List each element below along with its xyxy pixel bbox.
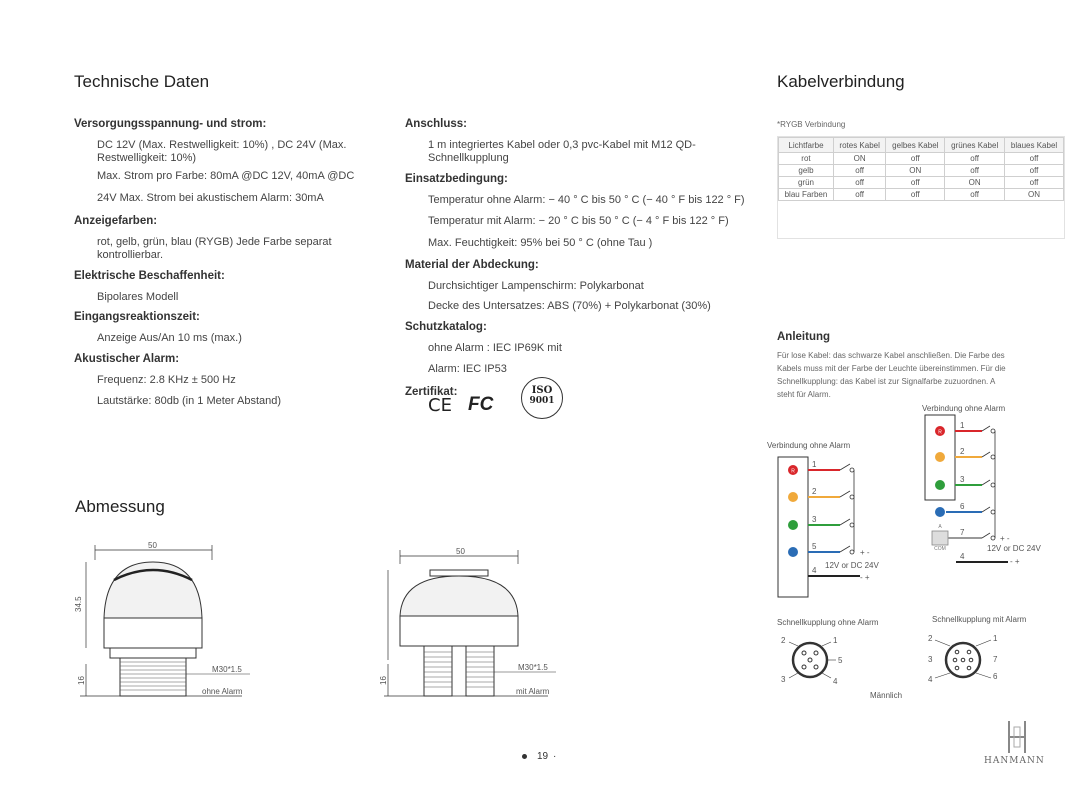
table-cell: off bbox=[833, 165, 885, 177]
pin-number: 2 bbox=[781, 636, 786, 645]
wire-number: 7 bbox=[960, 528, 965, 537]
wire-yellow-right bbox=[955, 447, 995, 459]
red-led-label: R bbox=[791, 468, 795, 475]
wire-blue-right bbox=[946, 502, 995, 514]
connector-5pin-icon bbox=[781, 636, 843, 686]
spec-text: Max. Strom pro Farbe: 80mA @DC 12V, 40mA @DC bbox=[97, 170, 355, 182]
anleitung-line: Schnellkupplung: das Kabel ist zur Signalfarbe zuzuordnen. A bbox=[777, 377, 996, 386]
section-title-abmessung: Abmessung bbox=[75, 497, 165, 516]
table-cell: off bbox=[945, 189, 1005, 201]
table-cell: rot bbox=[779, 153, 834, 165]
alarm-label: A bbox=[938, 524, 942, 530]
yellow-led-icon bbox=[788, 492, 798, 502]
hanmann-logo-icon bbox=[1002, 719, 1032, 755]
table-row bbox=[779, 189, 1064, 201]
wire-number: 4 bbox=[812, 566, 817, 575]
spec-text: Lautstärke: 80db (in 1 Meter Abstand) bbox=[97, 395, 282, 407]
wire-number: 3 bbox=[960, 475, 965, 484]
wire-number: 4 bbox=[960, 552, 965, 561]
table-header-cell: grünes Kabel bbox=[945, 138, 1005, 153]
table-cell: off bbox=[833, 177, 885, 189]
spec-heading-protection: Schutzkatalog: bbox=[405, 321, 487, 333]
blue-led-icon bbox=[788, 547, 798, 557]
dim-width-label: 50 bbox=[456, 547, 465, 556]
spec-text: Anzeige Aus/An 10 ms (max.) bbox=[97, 332, 242, 344]
connector-label-right: Schnellkupplung mit Alarm bbox=[932, 615, 1027, 624]
dimension-drawing-mit-alarm bbox=[378, 540, 568, 705]
table-header-row bbox=[779, 138, 1064, 153]
anleitung-line: Kabels muss mit der Farbe der Leuchte übereinstimmen. Für die bbox=[777, 364, 1006, 373]
table-row bbox=[779, 165, 1064, 177]
table-row bbox=[779, 177, 1064, 189]
page-number: 19 bbox=[537, 751, 549, 762]
spec-text: Schnellkupplung bbox=[428, 152, 509, 164]
polarity-label: - + bbox=[860, 573, 870, 582]
m30-label: M30*1.5 bbox=[212, 665, 242, 674]
wire-number: 1 bbox=[812, 460, 817, 469]
table-cell: grün bbox=[779, 177, 834, 189]
spec-text: Bipolares Modell bbox=[97, 291, 179, 303]
table-cell: gelb bbox=[779, 165, 834, 177]
cable-table bbox=[778, 137, 1064, 201]
wiring-diagrams bbox=[760, 400, 1060, 705]
table-cell: ON bbox=[833, 153, 885, 165]
spec-text: Max. Feuchtigkeit: 95% bei 50 ° C (ohne Tau ) bbox=[428, 237, 653, 249]
wire-green bbox=[808, 515, 854, 527]
pin-number: 7 bbox=[993, 655, 998, 664]
wire-green-right bbox=[955, 475, 995, 487]
spec-text: Durchsichtiger Lampenschirm: Polykarbonat bbox=[428, 280, 644, 292]
table-cell: ON bbox=[886, 165, 945, 177]
pin-number: 4 bbox=[833, 677, 838, 686]
pin-number: 2 bbox=[928, 634, 933, 643]
spec-heading-certificate: Zertifikat: bbox=[405, 386, 458, 398]
table-cell: off bbox=[945, 165, 1005, 177]
wire-number: 3 bbox=[812, 515, 817, 524]
table-header-cell: blaues Kabel bbox=[1005, 138, 1064, 153]
anleitung-line: Für lose Kabel: das schwarze Kabel anschließen. Die Farbe des bbox=[777, 351, 1005, 360]
table-cell: off bbox=[886, 189, 945, 201]
iso-number: 9001 bbox=[529, 396, 555, 406]
com-label: COM bbox=[934, 546, 946, 552]
dim-thread-label: 16 bbox=[379, 676, 388, 685]
spec-text: kontrollierbar. bbox=[97, 249, 164, 261]
cable-table-caption: *RYGB Verbindung bbox=[777, 120, 846, 129]
male-label: Männlich bbox=[870, 691, 903, 700]
table-cell: off bbox=[1005, 153, 1064, 165]
table-header-cell: Lichtfarbe bbox=[779, 138, 834, 153]
spec-heading-material: Material der Abdeckung: bbox=[405, 259, 539, 271]
variant-label-ohne: ohne Alarm bbox=[202, 687, 243, 696]
spec-text: Frequenz: 2.8 KHz ± 500 Hz bbox=[97, 374, 236, 386]
pin-number: 1 bbox=[833, 636, 838, 645]
table-header-cell: gelbes Kabel bbox=[886, 138, 945, 153]
polarity-label: + - bbox=[860, 548, 870, 557]
spec-text: rot, gelb, grün, blau (RYGB) Jede Farbe separat bbox=[97, 236, 332, 248]
spec-heading-conditions: Einsatzbedingung: bbox=[405, 173, 508, 185]
anleitung-heading: Anleitung bbox=[777, 331, 831, 343]
alarm-buzzer-icon bbox=[932, 531, 948, 545]
wire-alarm-right bbox=[948, 528, 995, 540]
table-row bbox=[779, 153, 1064, 165]
section-title-technische-daten: Technische Daten bbox=[74, 72, 210, 91]
anleitung-text bbox=[777, 349, 1006, 401]
wire-number: 2 bbox=[812, 487, 817, 496]
pin-number: 5 bbox=[838, 656, 843, 665]
yellow-led-icon bbox=[935, 452, 945, 462]
green-led-icon bbox=[788, 520, 798, 530]
spec-text: DC 12V (Max. Restwelligkeit: 10%) , DC 24V (Max. bbox=[97, 139, 347, 151]
spec-text: 1 m integriertes Kabel oder 0,3 pvc-Kabel mit M12 QD- bbox=[428, 139, 696, 151]
spec-heading-supply: Versorgungsspannung- und strom: bbox=[74, 118, 267, 130]
polarity-label: + - bbox=[1000, 534, 1010, 543]
dim-height-label: 34.5 bbox=[74, 596, 83, 612]
pin-number: 3 bbox=[928, 655, 933, 664]
ce-logo: CE bbox=[428, 395, 452, 416]
spec-text: Temperatur ohne Alarm: − 40 ° C bis 50 ° C (− 40 ° F bis 122 ° F) bbox=[428, 194, 745, 206]
spec-heading-electrical: Elektrische Beschaffenheit: bbox=[74, 270, 225, 282]
wiring-label-left: Verbindung ohne Alarm bbox=[767, 441, 851, 450]
table-cell: off bbox=[945, 153, 1005, 165]
brand-name: HANMANN bbox=[984, 756, 1045, 766]
table-cell: off bbox=[886, 153, 945, 165]
table-cell: ON bbox=[945, 177, 1005, 189]
spec-heading-connection: Anschluss: bbox=[405, 118, 467, 130]
spec-text: ohne Alarm : IEC IP69K mit bbox=[428, 342, 562, 354]
table-cell: off bbox=[1005, 165, 1064, 177]
page-dot-icon bbox=[522, 754, 527, 759]
red-led-label: R bbox=[938, 429, 942, 436]
table-cell: off bbox=[1005, 177, 1064, 189]
spec-heading-colors: Anzeigefarben: bbox=[74, 215, 158, 227]
blue-led-icon bbox=[935, 507, 945, 517]
connector-8pin-icon bbox=[928, 634, 998, 684]
spec-text: Temperatur mit Alarm: − 20 ° C bis 50 ° C (− 4 ° F bis 122 ° F) bbox=[428, 215, 729, 227]
polarity-label: - + bbox=[1010, 557, 1020, 566]
table-cell: ON bbox=[1005, 189, 1064, 201]
page-separator: · bbox=[553, 751, 557, 762]
variant-label-mit: mit Alarm bbox=[516, 687, 550, 696]
table-header-cell: rotes Kabel bbox=[833, 138, 885, 153]
spec-heading-response: Eingangsreaktionszeit: bbox=[74, 311, 200, 323]
spec-text: Decke des Untersatzes: ABS (70%) + Polykarbonat (30%) bbox=[428, 300, 711, 312]
spec-text: 24V Max. Strom bei akustischem Alarm: 30mA bbox=[97, 192, 324, 204]
pin-number: 1 bbox=[993, 634, 998, 643]
dim-width-label: 50 bbox=[148, 541, 157, 550]
wire-yellow bbox=[808, 487, 854, 499]
spec-text: Alarm: IEC IP53 bbox=[428, 363, 507, 375]
table-cell: off bbox=[886, 177, 945, 189]
fc-logo: FC bbox=[468, 394, 494, 415]
voltage-label-right: 12V or DC 24V bbox=[987, 544, 1041, 553]
cable-table-frame bbox=[777, 136, 1065, 239]
spec-text: Restwelligkeit: 10%) bbox=[97, 152, 197, 164]
table-cell: blau Farben bbox=[779, 189, 834, 201]
wiring-label-right: Verbindung ohne Alarm bbox=[922, 404, 1006, 413]
spec-heading-alarm: Akustischer Alarm: bbox=[74, 353, 180, 365]
pin-number: 3 bbox=[781, 675, 786, 684]
table-cell: off bbox=[833, 189, 885, 201]
anleitung-line: steht für Alarm. bbox=[777, 390, 831, 399]
wire-number: 5 bbox=[812, 542, 817, 551]
green-led-icon bbox=[935, 480, 945, 490]
connector-label-left: Schnellkupplung ohne Alarm bbox=[777, 618, 879, 627]
wire-red-right bbox=[955, 421, 995, 433]
iso-9001-logo bbox=[521, 377, 563, 419]
wire-blue bbox=[808, 542, 854, 554]
dimension-drawing-ohne-alarm bbox=[72, 540, 262, 705]
pin-number: 4 bbox=[928, 675, 933, 684]
iso-label: ISO bbox=[531, 385, 553, 396]
section-title-kabelverbindung: Kabelverbindung bbox=[777, 72, 905, 91]
wire-number: 6 bbox=[960, 502, 965, 511]
voltage-label-left: 12V or DC 24V bbox=[825, 561, 879, 570]
dim-thread-label: 16 bbox=[77, 676, 86, 685]
m30-label: M30*1.5 bbox=[518, 663, 548, 672]
wire-number: 2 bbox=[960, 447, 965, 456]
pin-number: 6 bbox=[993, 672, 998, 681]
wire-red bbox=[808, 460, 854, 472]
wire-number: 1 bbox=[960, 421, 965, 430]
